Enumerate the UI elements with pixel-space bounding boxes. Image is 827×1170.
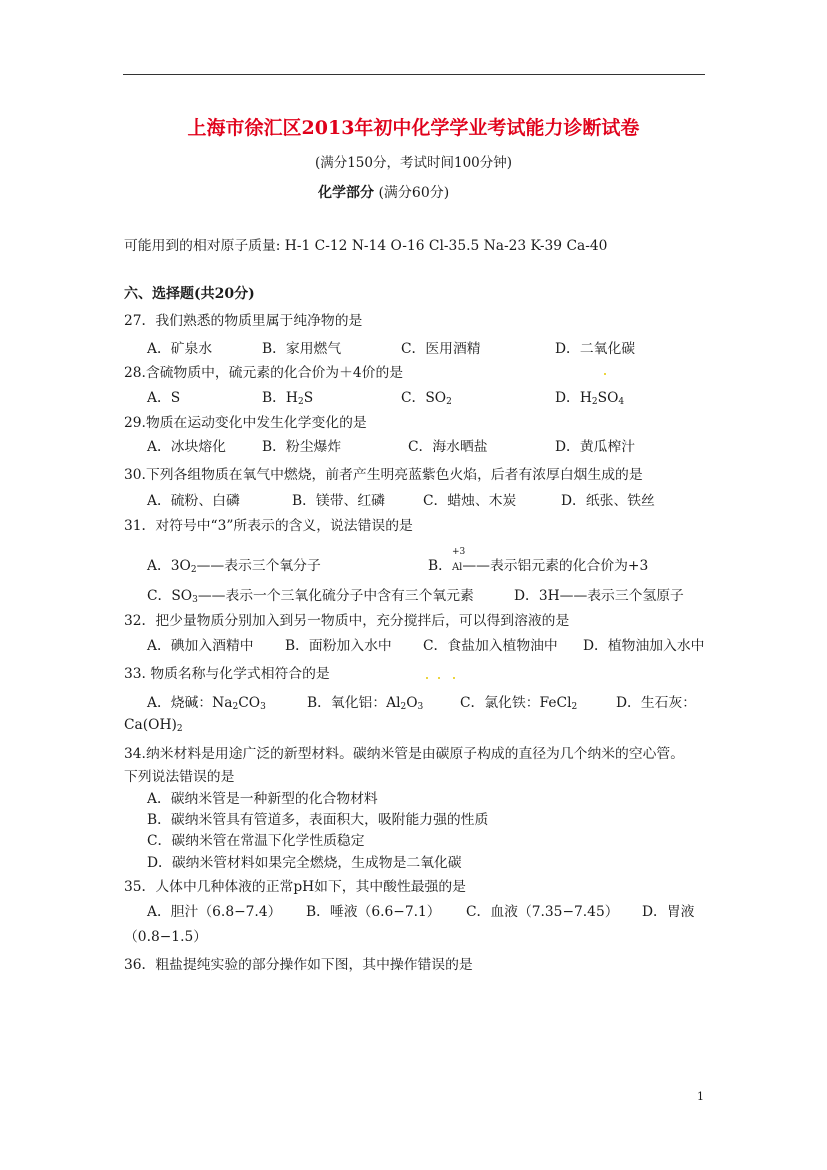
q27-stem: 27．我们熟悉的物质里属于纯净物的是 xyxy=(124,313,363,329)
q35-option-c: C．血液（7.35−7.45） xyxy=(466,904,619,920)
q36-stem: 36．粗盐提纯实验的部分操作如下图，其中操作错误的是 xyxy=(124,957,473,973)
q30-stem: 30.下列各组物质在氧气中燃烧，前者产生明亮蓝紫色火焰，后者有浓厚白烟生成的是 xyxy=(124,467,643,483)
q33-option-b: B．氧化铝：$Al_2O_3$ xyxy=(307,695,424,712)
section-heading: 六、选择题(共20分) xyxy=(124,286,255,302)
q35-option-d: D．胃液 xyxy=(642,904,695,920)
page-number: 1 xyxy=(697,1090,704,1103)
q34-option-d: D．碳纳米管材料如果完全燃烧，生成物是二氧化碳 xyxy=(147,855,462,871)
q28-stem: 28.含硫物质中，硫元素的化合价为＋4价的是 xyxy=(124,365,404,381)
part-name: 化学部分 xyxy=(318,185,374,201)
q27-option-b: B．家用燃气 xyxy=(262,341,342,357)
q29-option-d: D．黄瓜榨汁 xyxy=(555,439,636,455)
q29-option-b: B．粉尘爆炸 xyxy=(262,439,342,455)
q32-option-b: B．面粉加入水中 xyxy=(285,638,392,654)
q29-option-a: A．冰块熔化 xyxy=(147,439,226,455)
q28-option-a: A．S xyxy=(147,390,181,406)
q30-option-d: D．纸张、铁丝 xyxy=(561,493,655,509)
q30-option-c: C．蜡烛、木炭 xyxy=(423,493,517,509)
q30-option-b: B．镁带、红磷 xyxy=(292,493,385,509)
stray-dot xyxy=(438,677,440,679)
q31-stem: 31．对符号中“3”所表示的含义，说法错误的是 xyxy=(124,518,413,534)
q32-option-a: A．碘加入酒精中 xyxy=(147,638,254,654)
q33-stem: 33. 物质名称与化学式相符合的是 xyxy=(124,666,330,682)
part-label xyxy=(318,182,449,202)
q31-option-a: A．$3O_2——$表示三个氧分子 xyxy=(147,558,321,575)
q34-option-b: B．碳纳米管具有管道多，表面积大，吸附能力强的性质 xyxy=(147,812,489,828)
q33-option-c: C．氯化铁：FeCl$_2$ xyxy=(460,695,578,712)
q34-option-a: A．碳纳米管是一种新型的化合物材料 xyxy=(147,791,378,807)
exam-title: 上海市徐汇区2013年初中化学学业考试能力诊断试卷 xyxy=(187,117,640,139)
q32-stem: 32．把少量物质分别加入到另一物质中，充分搅拌后，可以得到溶液的是 xyxy=(124,613,570,629)
q30-option-a: A．硫粉、白磷 xyxy=(147,493,240,509)
stray-dot xyxy=(453,677,455,679)
q27-option-d: D．二氧化碳 xyxy=(555,341,636,357)
q34-stem: 34.纳米材料是用途广泛的新型材料。碳纳米管是由碳原子构成的直径为几个纳米的空心管。 xyxy=(124,746,685,762)
q33-option-d-continued: $Ca(OH)_2$ xyxy=(124,717,183,734)
q31-option-d: D．3H——表示三个氢原子 xyxy=(514,588,684,604)
q35-option-d-continued: （0.8−1.5） xyxy=(124,929,208,945)
q28-option-d: D．$H_2SO_4$ xyxy=(555,390,625,407)
q27-option-a: A．矿泉水 xyxy=(147,341,213,357)
exam-subtitle: (满分150分，考试时间100分钟) xyxy=(314,155,513,171)
q32-option-d: D．植物油加入水中 xyxy=(583,638,705,654)
q29-option-c: C．海水晒盐 xyxy=(408,439,488,455)
q32-option-c: C．食盐加入植物油中 xyxy=(423,638,558,654)
q35-stem: 35．人体中几种体液的正常pH如下，其中酸性最强的是 xyxy=(124,879,466,895)
q35-option-a: A．胆汁（6.8−7.4） xyxy=(147,904,282,920)
q28-option-c: C．$SO_2$ xyxy=(401,390,452,407)
header-rule xyxy=(123,74,705,75)
q34-option-c: C．碳纳米管在常温下化学性质稳定 xyxy=(147,833,365,849)
q31-option-b: B． +3 Al——表示铝元素的化合价为+3 xyxy=(428,547,649,574)
atomic-masses: 可能用到的相对原子质量: H-1 C-12 N-14 O-16 Cl-35.5 Na-23 K-39 Ca-40 xyxy=(124,238,608,254)
q33-option-d: D．生石灰： xyxy=(616,695,697,711)
aluminum-valence-symbol: +3 Al xyxy=(451,547,466,573)
stray-dot xyxy=(604,373,606,375)
q29-stem: 29.物质在运动变化中发生化学变化的是 xyxy=(124,415,367,431)
q28-option-b: B．$H_2S$ xyxy=(262,390,314,407)
q33-option-a: A．烧碱：$Na_2CO_3$ xyxy=(147,695,266,712)
q27-option-c: C．医用酒精 xyxy=(401,341,481,357)
part-score: (满分60分) xyxy=(378,185,450,201)
q34-stem-line2: 下列说法错误的是 xyxy=(124,769,235,785)
stray-dot xyxy=(426,677,428,679)
q31-option-c: C．$SO_3——$表示一个三氧化硫分子中含有三个氧元素 xyxy=(147,588,474,605)
q35-option-b: B．唾液（6.6−7.1） xyxy=(306,904,441,920)
